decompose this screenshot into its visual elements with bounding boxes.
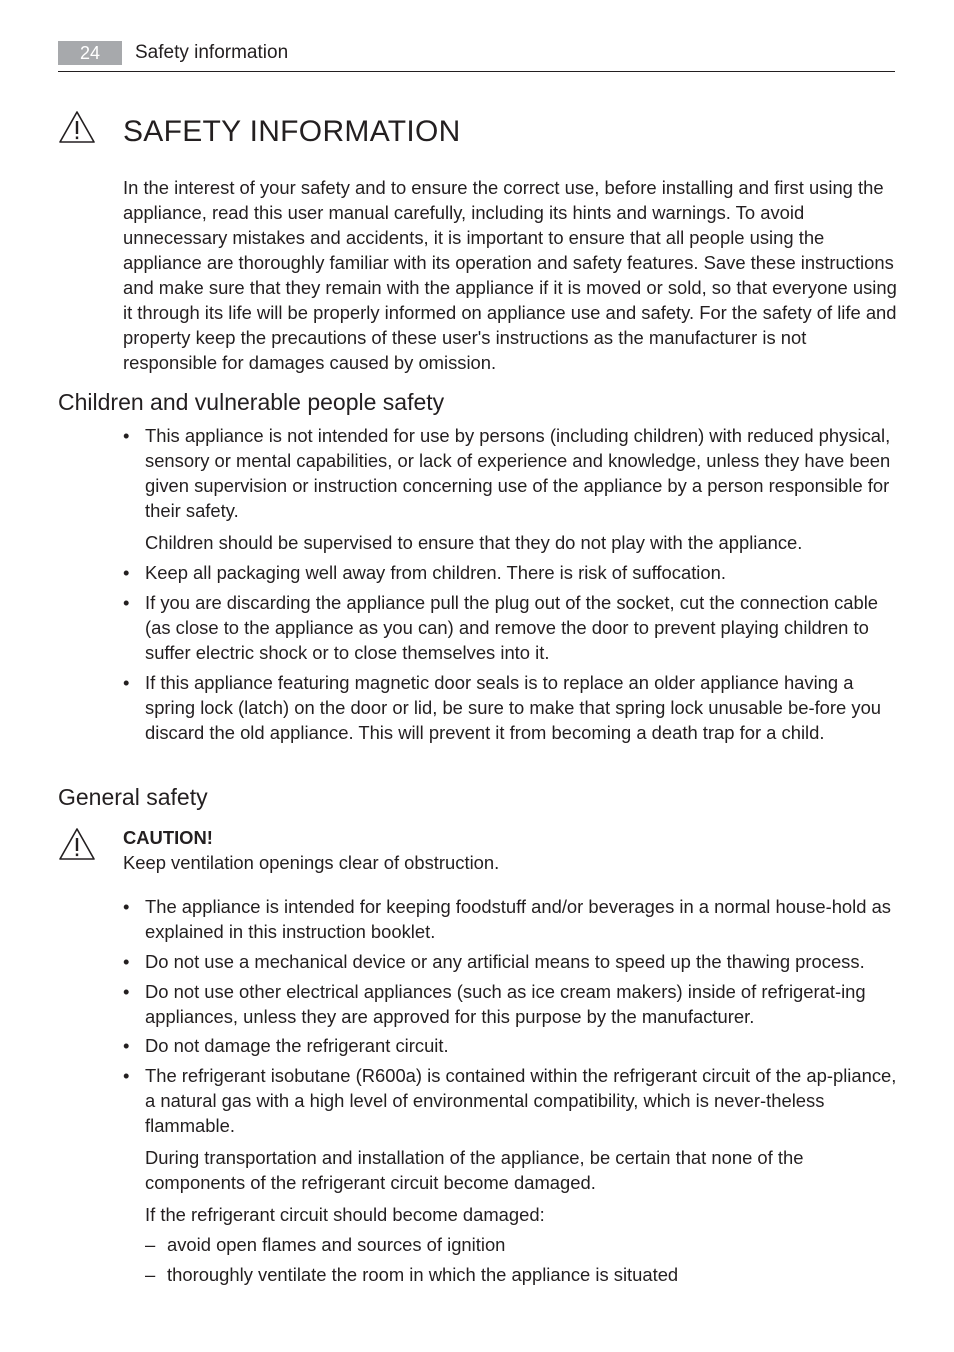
running-title: Safety information [135, 42, 289, 63]
list-item-text: Do not use a mechanical device or any artificial means to speed up the thawing process. [145, 951, 865, 972]
dash-item [145, 1232, 897, 1257]
list-item-text: If you are discarding the appliance pull the plug out of the socket, cut the connection cable (as close to the appliance as you can) and remove the door to prevent playing children to suffer electric shock or to close themselves into it. [145, 592, 879, 663]
list-item-text: If this appliance featuring magnetic door seals is to replace an older appliance having a spring lock (latch) on the door or lid, be sure to make that spring lock unusable be-fore you discard the old appliance. This will prevent it from becoming a death trap for a child. [145, 672, 882, 743]
page-header [58, 41, 895, 72]
list-item-note: If the refrigerant circuit should become damaged: [145, 1204, 545, 1225]
list-item-text: Keep all packaging well away from children. There is risk of suffocation. [145, 562, 726, 583]
list-item [123, 949, 897, 974]
caution-warning-icon [58, 827, 96, 861]
bullet-mark: • [123, 1065, 130, 1086]
dash-item-text: thoroughly ventilate the room in which the appliance is situated [167, 1264, 679, 1285]
general-safety-heading: General safety [58, 784, 208, 810]
bullet-mark: • [123, 562, 130, 583]
list-item-note: During transportation and installation of the appliance, be certain that none of the components of the refrigerant circuit become damaged. [145, 1147, 804, 1193]
children-safety-heading: Children and vulnerable people safety [58, 389, 445, 415]
list-item-text: The appliance is intended for keeping foodstuff and/or beverages in a normal house-hold as explained in this instruction booklet. [145, 896, 891, 942]
caution-title: CAUTION! [123, 827, 213, 848]
bullet-mark: • [123, 981, 130, 1002]
dash-mark: – [145, 1264, 156, 1285]
list-item-text: The refrigerant isobutane (R600a) is contained within the refrigerant circuit of the ap-pliance, a natural gas with a high level of environmental compatibility, which is never-theless flammable. [145, 1065, 897, 1136]
list-item-text: Do not damage the refrigerant circuit. [145, 1035, 449, 1056]
bullet-mark: • [123, 672, 130, 693]
bullet-mark: • [123, 1035, 130, 1056]
list-item [123, 560, 897, 585]
list-item [123, 423, 897, 523]
page-number: 24 [58, 41, 122, 65]
list-item-note: Children should be supervised to ensure that they do not play with the appliance. [145, 532, 803, 553]
bullet-mark: • [123, 592, 130, 613]
list-item [123, 1063, 897, 1138]
warning-triangle-icon [58, 110, 96, 144]
list-item [123, 590, 897, 665]
list-item-text: This appliance is not intended for use by persons (including children) with reduced physical, sensory or mental capabilities, or lack of experience and knowledge, unless they have been given supervision or instruction concerning use of the appliance by a person responsible for their safety. [145, 425, 891, 521]
bullet-mark: • [123, 896, 130, 917]
list-item-text: Do not use other electrical appliances (such as ice cream makers) inside of refrigerat-ing appliances, unless they are approved for this purpose by the manufacturer. [145, 981, 866, 1027]
caution-text: Keep ventilation openings clear of obstruction. [123, 852, 500, 873]
intro-paragraph: In the interest of your safety and to ensure the correct use, before installing and first using the appliance, read this user manual carefully, including its hints and warnings. To avoid unnecessary mistakes and accidents, it is important to ensure that all people using the appliance are thoroughly familiar with its operation and safety features. Save these instructions and make sure that they remain with the appliance if it is moved or sold, so that everyone using it through its life will be properly informed on appliance use and safety. For the safety of life and property keep the precautions of these user's instructions as the manufacturer is not responsible for damages caused by omission. [123, 177, 897, 373]
dash-mark: – [145, 1234, 156, 1255]
dash-item-text: avoid open flames and sources of ignition [167, 1234, 506, 1255]
list-item [123, 894, 897, 944]
page-title: SAFETY INFORMATION [123, 115, 461, 148]
bullet-mark: • [123, 951, 130, 972]
bullet-mark: • [123, 425, 130, 446]
list-item [123, 979, 897, 1029]
list-item [123, 670, 897, 745]
dash-item [145, 1262, 897, 1287]
list-item [123, 1033, 897, 1058]
